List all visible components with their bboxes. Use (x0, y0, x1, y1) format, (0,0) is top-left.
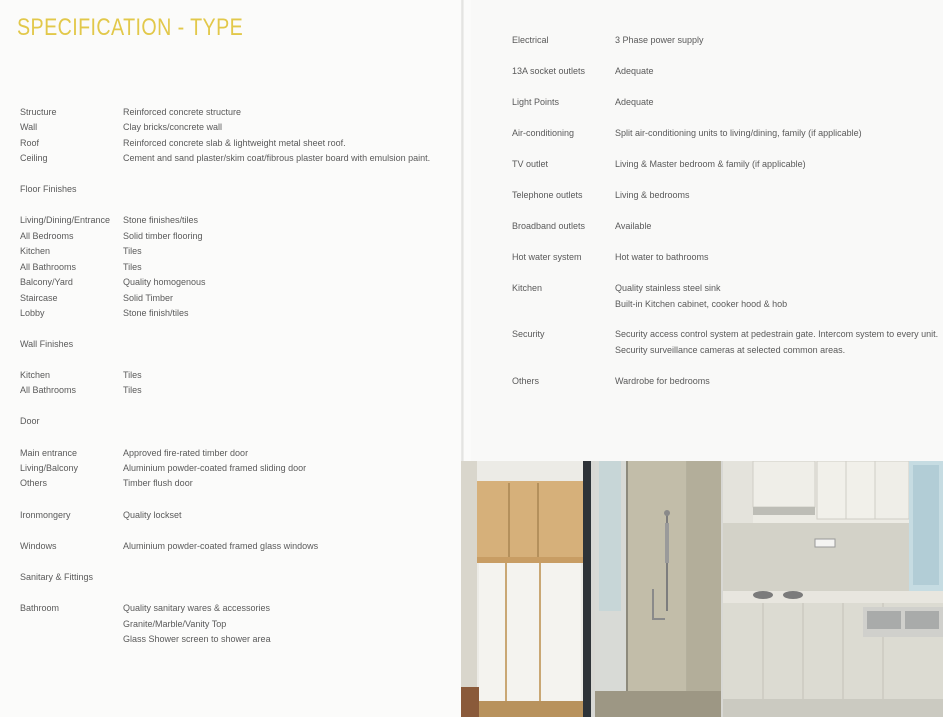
spec-value: Hot water to bathrooms (615, 252, 709, 262)
spec-label: Roof (20, 138, 40, 148)
spec-value: Clay bricks/concrete wall (123, 122, 223, 132)
spec-label: All Bathrooms (20, 385, 77, 395)
spec-label: Electrical (512, 35, 549, 45)
floor-finishes-heading: Floor Finishes (20, 184, 77, 194)
spec-value: Wardrobe for bedrooms (615, 376, 710, 386)
spec-value: Tiles (123, 370, 142, 380)
spec-value: Aluminium powder-coated framed sliding door (123, 463, 307, 473)
spec-value: 3 Phase power supply (615, 35, 704, 45)
spec-value: Granite/Marble/Vanity Top (123, 619, 227, 629)
spec-value: Solid Timber (123, 293, 174, 303)
spec-value: Tiles (123, 262, 142, 272)
spec-value: Approved fire-rated timber door (123, 448, 249, 458)
wall-finishes-heading: Wall Finishes (20, 339, 74, 349)
spec-label: Others (512, 376, 540, 386)
spec-value: Quality sanitary wares & accessories (123, 603, 271, 613)
spec-label: Telephone outlets (512, 190, 583, 200)
spec-label: Ironmongery (20, 510, 71, 520)
spec-label: Living/Dining/Entrance (20, 215, 111, 225)
spec-value: Reinforced concrete slab & lightweight metal sheet roof. (123, 138, 346, 148)
spec-label: Broadband outlets (512, 221, 586, 231)
spec-label: Kitchen (512, 283, 543, 293)
spec-label: Wall (20, 122, 38, 132)
spec-value: Stone finishes/tiles (123, 215, 199, 225)
spec-label: 13A socket outlets (512, 66, 586, 76)
spec-value: Available (615, 221, 652, 231)
spec-value: Adequate (615, 66, 654, 76)
spec-value: Security access control system at pedestrain gate. Intercom system to every unit. (615, 329, 939, 339)
page-title: SPECIFICATION - TYPE (17, 14, 244, 41)
spec-value: Quality stainless steel sink (615, 283, 721, 293)
spec-value: Timber flush door (123, 478, 193, 488)
spec-value: Living & bedrooms (615, 190, 690, 200)
spec-label: Bathroom (20, 603, 60, 613)
interior-photos (461, 461, 943, 717)
spec-value: Security surveillance cameras at selected common areas. (615, 345, 846, 355)
shower-photo (595, 461, 721, 717)
kitchen-photo (723, 461, 943, 717)
spec-value: Built-in Kitchen cabinet, cooker hood & hob (615, 299, 788, 309)
spec-label: Ceiling (20, 153, 48, 163)
spec-value: Split air-conditioning units to living/dining, family (if applicable) (615, 128, 862, 138)
spec-label: Staircase (20, 293, 58, 303)
spec-label: Others (20, 478, 48, 488)
spec-value: Aluminium powder-coated framed glass windows (123, 541, 319, 551)
spec-label: Windows (20, 541, 57, 551)
wardrobe-photo (461, 461, 591, 717)
spec-value: Stone finish/tiles (123, 308, 189, 318)
spec-label: Hot water system (512, 252, 582, 262)
spec-label: TV outlet (512, 159, 549, 169)
sanitary-heading: Sanitary & Fittings (20, 572, 94, 582)
spec-value: Cement and sand plaster/skim coat/fibrous plaster board with emulsion paint. (123, 153, 431, 163)
spec-label: All Bedrooms (20, 231, 74, 241)
spec-value: Living & Master bedroom & family (if applicable) (615, 159, 806, 169)
spec-label: Air-conditioning (512, 128, 575, 138)
spec-label: Light Points (512, 97, 560, 107)
spec-value: Tiles (123, 246, 142, 256)
spec-label: Security (512, 329, 545, 339)
spec-label: Main entrance (20, 448, 78, 458)
spec-value: Quality homogenous (123, 277, 206, 287)
spec-label: Balcony/Yard (20, 277, 73, 287)
spec-value: Reinforced concrete structure (123, 107, 242, 117)
door-heading: Door (20, 416, 40, 426)
spec-value: Tiles (123, 385, 142, 395)
spec-label: Kitchen (20, 370, 51, 380)
spec-value: Glass Shower screen to shower area (123, 634, 271, 644)
spec-value: Quality lockset (123, 510, 182, 520)
spec-value: Solid timber flooring (123, 231, 203, 241)
spec-label: Kitchen (20, 246, 51, 256)
spec-label: All Bathrooms (20, 262, 77, 272)
spec-label: Lobby (20, 308, 45, 318)
spec-label: Structure (20, 107, 57, 117)
spec-label: Living/Balcony (20, 463, 79, 473)
spec-value: Adequate (615, 97, 654, 107)
